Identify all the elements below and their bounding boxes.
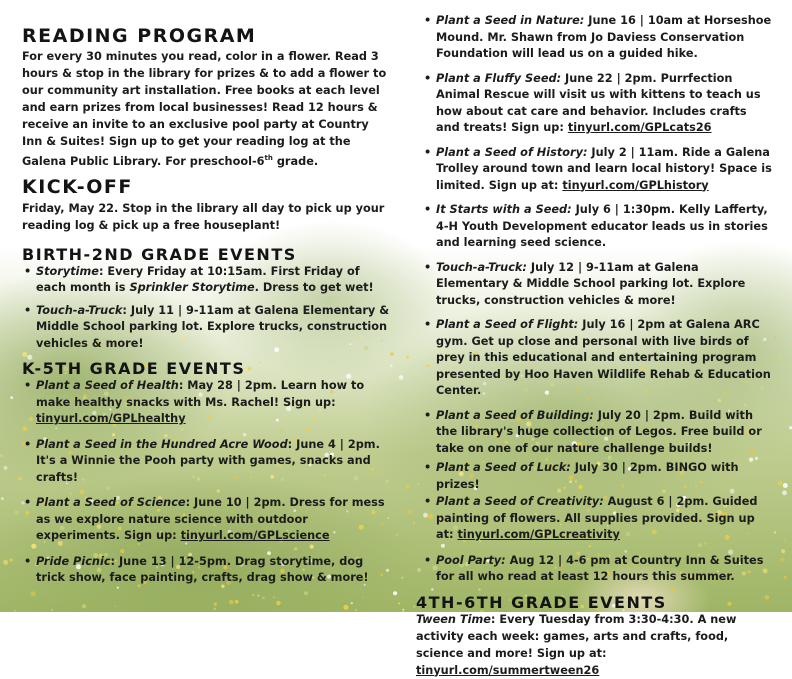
birth-2nd-heading: BIRTH-2ND GRADE EVENTS (22, 244, 297, 264)
list-item: • Touch-a-Truck: July 12 | 9-11am at Galena Elementary & Middle School parking lot. Explore trucks, construction vehicles & more! (422, 260, 772, 310)
reading-program-text: For every 30 minutes you read, color in a flower. Read 3 hours & stop in the library for prizes & to add a flower to our community art installation. Free books at each level and earn prizes from local businesses! Read 12 hours & receive an invite to an exclusive pool party at Country Inn & Suites! Sign up to get your reading log at the Galena Public Library. For preschool-6th grade. (22, 50, 387, 168)
list-item: • Plant a Seed in the Hundred Acre Wood: June 4 | 2pm. It's a Winnie the Pooh party with games, snacks and crafts! (22, 437, 390, 487)
list-item: • Plant a Seed of Luck: July 30 | 2pm. BINGO with prizes! (422, 460, 772, 493)
signup-link[interactable]: tinyurl.com/GPLcats26 (567, 121, 712, 134)
signup-link[interactable]: tinyurl.com/GPLhealthy (36, 412, 186, 426)
list-item: • Touch-a-Truck: July 11 | 9-11am at Galena Elementary & Middle School parking lot. Explore trucks, construction vehicles & more! (22, 303, 390, 353)
list-item: • Plant a Seed of Science: June 10 | 2pm. Dress for mess as we explore nature science with outdoor experiments. Sign up: tinyurl.com/GPLscience (22, 495, 390, 545)
left-column (22, 0, 390, 587)
list-item: • Pool Party: Aug 12 | 4-6 pm at Country Inn & Suites for all who read at least 12 hours this summer. (422, 553, 772, 586)
birth-2nd-list (22, 264, 390, 353)
list-item: • Plant a Seed in Nature: June 16 | 10am at Horseshoe Mound. Mr. Shawn from Jo Daviess Conservation Foundation will lead us on a guided hike. (422, 13, 772, 63)
tween-time-text: Tween Time: Every Tuesday from 3:30-4:30. A new activity each week: games, arts and crafts, food, science and more! Sign up at: tinyurl.com/summertween26 (416, 612, 737, 677)
k-5th-list (22, 378, 390, 587)
signup-link[interactable]: tinyurl.com/GPLscience (180, 529, 330, 543)
signup-link[interactable]: tinyurl.com/GPLcreativity (457, 528, 620, 541)
summer-events-list (422, 13, 772, 586)
list-item: • Plant a Seed of History: July 2 | 11am. Ride a Galena Trolley around town and learn local history! Space is limited. Sign up at: tinyurl.com/GPLhistory (422, 145, 772, 195)
list-item: • It Starts with a Seed: July 6 | 1:30pm. Kelly Lafferty, 4-H Youth Development educator leads us in stories and learning seed science. (422, 202, 772, 252)
list-item: • Plant a Seed of Flight: July 16 | 2pm at Galena ARC gym. Get up close and personal with live birds of prey in this educational and entertaining program presented by Hoo Haven Wildlife Rehab & Education Center. (422, 317, 772, 400)
reading-program-heading: READING PROGRAM (22, 25, 257, 47)
4th-6th-heading: 4TH-6TH GRADE EVENTS (416, 592, 667, 612)
signup-link[interactable]: tinyurl.com/GPLhistory (562, 178, 709, 192)
list-item: • Plant a Seed of Creativity: August 6 | 2pm. Guided painting of flowers. All supplies provided. Sign up at: tinyurl.com/GPLcreativity (422, 494, 772, 544)
list-item: • Plant a Seed of Building: July 20 | 2pm. Build with the library's huge collection of Legos. Free build or take on one of our nature challenge builds! (422, 408, 772, 458)
kickoff-text: Friday, May 22. Stop in the library all day to pick up your reading log & pick up a free houseplant! (22, 201, 385, 232)
k-5th-heading: K-5TH GRADE EVENTS (22, 359, 246, 379)
kickoff-heading: KICK-OFF (22, 175, 133, 198)
list-item: • Plant a Seed of Health: May 28 | 2pm. Learn how to make healthy snacks with Ms. Rachel! Sign up: tinyurl.com/GPLhealthy (22, 378, 390, 428)
right-column (416, 0, 772, 679)
list-item: • Storytime: Every Friday at 10:15am. First Friday of each month is Sprinkler Storytime. Dress to get wet! (22, 264, 390, 297)
signup-link[interactable]: tinyurl.com/summertween26 (416, 663, 600, 677)
list-item: • Plant a Fluffy Seed: June 22 | 2pm. Purrfection Animal Rescue will visit us with kittens to teach us how about cat care and behavior. Includes crafts and treats! Sign up: tinyurl.com/GPLcats26 (422, 71, 772, 137)
list-item: • Pride Picnic: June 13 | 12-5pm. Drag storytime, dog trick show, face painting, crafts, drag show & more! (22, 554, 390, 587)
